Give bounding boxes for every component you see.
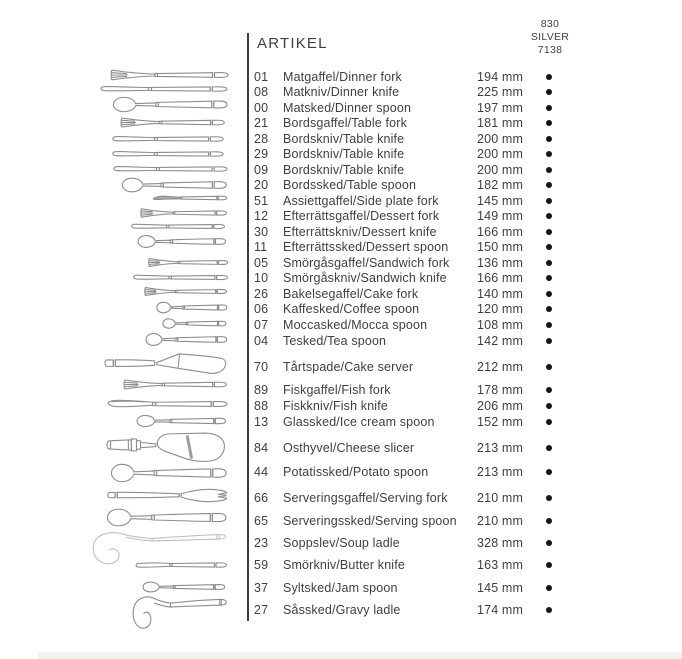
article-name: Bordskniv/Table knife — [283, 162, 405, 177]
article-row — [0, 333, 682, 349]
article-number: 89 — [254, 383, 269, 397]
availability-dot-icon — [546, 120, 552, 126]
article-row — [0, 602, 682, 618]
article-name: Serveringssked/Serving spoon — [283, 514, 457, 528]
article-length: 210 mm — [477, 514, 524, 528]
article-length: 194 mm — [477, 70, 524, 84]
availability-dot-icon — [546, 469, 552, 475]
availability-dot-icon — [546, 291, 552, 297]
article-name: Efterrättsgaffel/Dessert fork — [283, 209, 440, 223]
article-number: 20 — [254, 178, 269, 192]
article-name: Bordskniv/Table knife — [283, 131, 405, 146]
availability-dot-icon — [546, 306, 552, 312]
availability-dot-icon — [546, 419, 552, 425]
availability-dot-icon — [546, 136, 552, 142]
article-number: 05 — [254, 255, 269, 270]
availability-dot-icon — [546, 105, 552, 111]
article-row — [0, 84, 682, 100]
article-length: 145 mm — [477, 193, 524, 208]
article-number: 10 — [254, 271, 269, 285]
article-length: 136 mm — [477, 255, 524, 270]
article-number: 11 — [254, 240, 268, 254]
article-length: 152 mm — [477, 415, 524, 429]
article-name: Matkniv/Dinner knife — [283, 85, 400, 99]
availability-dot-icon — [546, 338, 552, 344]
article-name: Efterrättssked/Dessert spoon — [283, 240, 449, 254]
article-row — [0, 239, 682, 255]
availability-dot-icon — [546, 260, 552, 266]
article-number: 26 — [254, 286, 269, 301]
availability-dot-icon — [546, 562, 552, 568]
article-name: Efterrättskniv/Dessert knife — [283, 224, 437, 239]
article-number: 06 — [254, 302, 269, 316]
article-row — [0, 146, 682, 162]
availability-dot-icon — [546, 445, 552, 451]
article-row — [0, 270, 682, 286]
article-name: Matsked/Dinner spoon — [283, 100, 412, 115]
article-number: 12 — [254, 209, 269, 223]
article-row — [0, 398, 682, 414]
article-row — [0, 131, 682, 147]
article-name: Såssked/Gravy ladle — [283, 603, 401, 617]
article-name: Bakelsegaffel/Cake fork — [283, 286, 419, 301]
edition-material: SILVER — [530, 31, 570, 43]
article-name: Syltsked/Jam spoon — [283, 581, 398, 595]
article-length: 328 mm — [477, 536, 524, 550]
article-number: 65 — [254, 514, 269, 528]
availability-dot-icon — [546, 244, 552, 250]
article-length: 210 mm — [477, 491, 524, 505]
article-row — [0, 490, 682, 506]
article-number: 07 — [254, 317, 269, 332]
article-name: Smörgåskniv/Sandwich knife — [283, 271, 447, 285]
article-name: Tesked/Tea spoon — [283, 334, 387, 348]
availability-dot-icon — [546, 585, 552, 591]
availability-dot-icon — [546, 229, 552, 235]
article-name: Smörkniv/Butter knife — [283, 558, 405, 572]
article-number: 37 — [254, 581, 269, 595]
column-header-edition — [519, 18, 581, 57]
article-length: 163 mm — [477, 558, 524, 572]
article-name: Matgaffel/Dinner fork — [283, 70, 402, 84]
article-length: 206 mm — [477, 399, 524, 413]
availability-dot-icon — [546, 403, 552, 409]
availability-dot-icon — [546, 322, 552, 328]
article-row — [0, 100, 682, 116]
article-length: 145 mm — [477, 581, 524, 595]
article-name: Fiskkniv/Fish knife — [283, 399, 388, 413]
article-row — [0, 286, 682, 302]
article-row — [0, 382, 682, 398]
availability-dot-icon — [546, 364, 552, 370]
article-length: 213 mm — [477, 465, 524, 479]
article-number: 27 — [254, 603, 269, 617]
article-name: Fiskgaffel/Fish fork — [283, 383, 391, 397]
article-number: 01 — [254, 70, 269, 84]
availability-dot-icon — [546, 167, 552, 173]
availability-dot-icon — [546, 89, 552, 95]
article-row — [0, 301, 682, 317]
page-title: ARTIKEL — [257, 35, 328, 52]
article-number: 29 — [254, 147, 269, 161]
article-row — [0, 69, 682, 85]
article-number: 23 — [254, 536, 269, 550]
article-name: Kaffesked/Coffee spoon — [283, 302, 420, 316]
article-length: 120 mm — [477, 302, 524, 316]
article-length: 166 mm — [477, 224, 524, 239]
article-row — [0, 208, 682, 224]
article-row — [0, 535, 682, 551]
article-name: Glassked/Ice cream spoon — [283, 415, 435, 429]
article-name: Potatissked/Potato spoon — [283, 465, 429, 479]
article-row — [0, 177, 682, 193]
article-number: 70 — [254, 360, 269, 374]
availability-dot-icon — [546, 518, 552, 524]
article-length: 174 mm — [477, 603, 524, 617]
article-name: Assiettgaffel/Side plate fork — [283, 193, 439, 208]
article-length: 166 mm — [477, 271, 524, 285]
availability-dot-icon — [546, 387, 552, 393]
article-number: 04 — [254, 334, 269, 348]
article-row — [0, 359, 682, 375]
article-length: 200 mm — [477, 131, 524, 146]
article-number: 09 — [254, 162, 269, 177]
availability-dot-icon — [546, 213, 552, 219]
article-name: Bordssked/Table spoon — [283, 178, 417, 192]
article-row — [0, 414, 682, 430]
article-number: 44 — [254, 465, 269, 479]
article-row — [0, 255, 682, 271]
article-length: 181 mm — [477, 116, 524, 130]
article-length: 200 mm — [477, 162, 524, 177]
article-length: 149 mm — [477, 209, 524, 223]
article-name: Tårtspade/Cake server — [283, 360, 414, 374]
availability-dot-icon — [546, 198, 552, 204]
article-name: Soppslev/Soup ladle — [283, 536, 400, 550]
article-row — [0, 440, 682, 456]
availability-dot-icon — [546, 74, 552, 80]
article-number: 66 — [254, 491, 269, 505]
article-number: 88 — [254, 399, 269, 413]
article-name: Serveringsgaffel/Serving fork — [283, 491, 448, 505]
availability-dot-icon — [546, 540, 552, 546]
article-number: 59 — [254, 558, 269, 572]
article-name: Bordskniv/Table knife — [283, 147, 405, 161]
article-length: 182 mm — [477, 178, 524, 192]
edition-code: 7138 — [537, 44, 563, 56]
availability-dot-icon — [546, 275, 552, 281]
article-length: 150 mm — [477, 240, 524, 254]
article-length: 200 mm — [477, 147, 524, 161]
article-row — [0, 224, 682, 240]
article-row — [0, 115, 682, 131]
article-row — [0, 580, 682, 596]
article-length: 212 mm — [477, 360, 524, 374]
article-number: 84 — [254, 441, 269, 455]
article-number: 28 — [254, 131, 269, 146]
availability-dot-icon — [546, 182, 552, 188]
edition-alloy: 830 — [540, 18, 560, 30]
article-number: 13 — [254, 415, 269, 429]
article-number: 30 — [254, 224, 269, 239]
article-number: 00 — [254, 100, 269, 115]
article-length: 142 mm — [477, 334, 524, 348]
article-number: 51 — [254, 193, 269, 208]
article-row — [0, 464, 682, 480]
article-row — [0, 317, 682, 333]
article-length: 197 mm — [477, 100, 524, 115]
article-name: Osthyvel/Cheese slicer — [283, 441, 415, 455]
article-row — [0, 557, 682, 573]
article-name: Bordsgaffel/Table fork — [283, 116, 407, 130]
article-name: Moccasked/Mocca spoon — [283, 317, 428, 332]
article-row — [0, 193, 682, 209]
page-edge-shadow — [38, 652, 682, 659]
article-length: 178 mm — [477, 383, 524, 397]
article-number: 21 — [254, 116, 269, 130]
article-length: 140 mm — [477, 286, 524, 301]
article-length: 108 mm — [477, 317, 524, 332]
availability-dot-icon — [546, 151, 552, 157]
article-name: Smörgåsgaffel/Sandwich fork — [283, 255, 450, 270]
article-length: 213 mm — [477, 441, 524, 455]
availability-dot-icon — [546, 607, 552, 613]
article-number: 08 — [254, 85, 269, 99]
article-row — [0, 162, 682, 178]
article-length: 225 mm — [477, 85, 524, 99]
article-row — [0, 513, 682, 529]
availability-dot-icon — [546, 495, 552, 501]
